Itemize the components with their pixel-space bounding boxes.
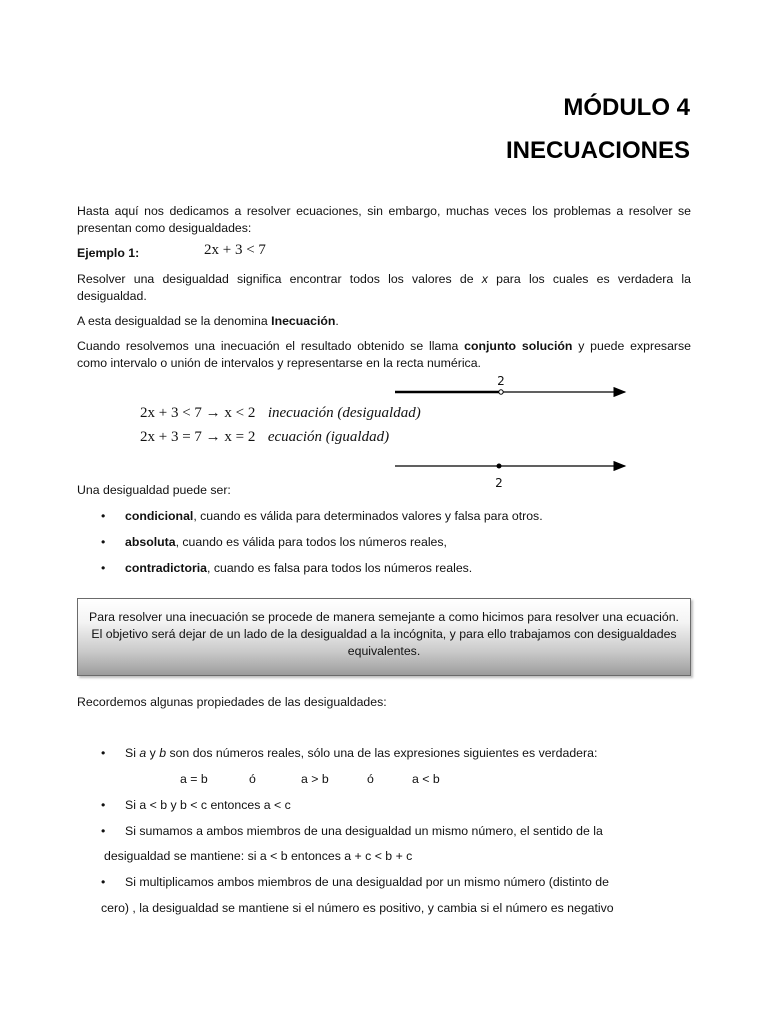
- property-transitive: Si a < b y b < c entonces a < c: [125, 798, 291, 812]
- type-conditional: condicional, cuando es válida para determinados valores y falsa para otros.: [125, 509, 543, 523]
- bullet-icon: •: [101, 798, 106, 812]
- property-addition-line1: Si sumamos a ambos miembros de una desigualdad un mismo número, el sentido de la: [125, 824, 603, 838]
- module-title: MÓDULO 4: [563, 94, 690, 121]
- equality-equation: 2x + 3 = 7 → x = 2 ecuación (igualdad): [140, 429, 390, 445]
- types-intro: Una desigualdad puede ser:: [77, 483, 231, 497]
- bullet-icon: •: [101, 535, 106, 549]
- inequality-equation: 2x + 3 < 7 → x < 2 inecuación (desigualdad): [140, 405, 421, 421]
- property-multiplication-line1: Si multiplicamos ambos miembros de una desigualdad por un mismo número (distinto de: [125, 875, 609, 889]
- example-line: [77, 242, 691, 262]
- topic-title: INECUACIONES: [505, 137, 690, 164]
- bullet-icon: •: [101, 875, 106, 889]
- bottom-point-label: 2: [495, 476, 503, 490]
- definition-paragraph: Resolver una desigualdad significa encontrar todos los valores de x para los cuales es verdadera la desigualdad.: [77, 272, 691, 303]
- method-callout-box: [77, 598, 691, 676]
- bullet-icon: •: [101, 824, 106, 838]
- inecuacion-paragraph: A esta desigualdad se la denomina Inecuación.: [77, 314, 339, 328]
- type-contradictory: contradictoria, cuando es falsa para todos los números reales.: [125, 561, 473, 575]
- top-point-label: 2: [497, 374, 505, 388]
- example-label: Ejemplo 1:: [77, 246, 140, 260]
- property-addition-line2: desigualdad se mantiene: si a < b entonces a + c < b + c: [104, 849, 413, 863]
- intro-paragraph: Hasta aquí nos dedicamos a resolver ecuaciones, sin embargo, muchas veces los problemas a resolver se presentan como desigualdades:: [77, 204, 691, 235]
- property-trichotomy-statement: Si a y b son dos números reales, sólo una de las expresiones siguientes es verdadera:: [125, 746, 598, 760]
- number-lines: [390, 372, 635, 492]
- type-absolute: absoluta, cuando es válida para todos los números reales,: [125, 535, 447, 549]
- open-point: [499, 390, 503, 394]
- closed-point: [497, 464, 502, 469]
- bullet-icon: •: [101, 509, 106, 523]
- bullet-icon: •: [101, 561, 106, 575]
- callout-text: Para resolver una inecuación se procede de manera semejante a como hicimos para resolver una ecuación. El objetivo será dejar de un lado de la desigualdad a la incógnita, y para ello trabajamos con desigualdades equivalentes.: [89, 610, 679, 658]
- bullet-icon: •: [101, 746, 106, 760]
- property-multiplication-line2: cero) , la desigualdad se mantiene si el número es positivo, y cambia si el número es negativo: [101, 901, 614, 915]
- document-page: MÓDULO 4 INECUACIONES Hasta aquí nos dedicamos a resolver ecuaciones, sin embargo, muchas veces los problemas a resolver se presentan como desigualdades: Ejemplo 1: 2x + 3 < 7 Resolver una desigualdad significa encontrar todos los valores de x para los cuales es verdadera la desigualdad. A esta desigualdad se la denomina Inecuación. Cuando resolvemos una inecuación el resultado obtenido se llama conjunto solución y puede expresarse como intervalo o unión de intervalos y representarse en la recta numérica. 2x + 3 < 7 → x < 2 inecuación (desigualdad) 2x + 3 = 7 → x = 2 ecuación (igualdad) 2 2 Una desigualdad puede ser: • condicional, cuando es válida para determinados valores y falsa para otros. • absoluta, cuando es válida para todos los números reales, • contradictoria, cuando es falsa para todos los números reales. Para resolver una inecuación se procede de manera semejante a como hicimos para resolver una ecuación. El objetivo será dejar de un lado de la desigualdad a la incógnita, y para ello trabajamos con desigualdades equivalentes. Recordemos algunas propiedades de las desigualdades: • Si a y b son dos números reales, sólo una de las expresiones siguientes es verdadera: a = b ó a > b ó a < b • Si a < b y b < c entonces a < c • Si sumamos a ambos miembros de una desigualdad un mismo número, el sentido de la desigualdad se mantiene: si a < b entonces a + c < b + c • Si multiplicamos ambos miembros de una desigualdad por un mismo número (distinto de cero) , la desigualdad se mantiene si el número es positivo, y cambia si el número es negativo: [77, 94, 691, 915]
- example-expression: 2x + 3 < 7: [204, 242, 266, 258]
- solution-set-paragraph: Cuando resolvemos una inecuación el resultado obtenido se llama conjunto solución y puede expresarse como intervalo o unión de intervalos y representarse en la recta numérica.: [77, 339, 691, 370]
- open-interval-line: [395, 374, 625, 394]
- properties-intro: Recordemos algunas propiedades de las desigualdades:: [77, 695, 387, 709]
